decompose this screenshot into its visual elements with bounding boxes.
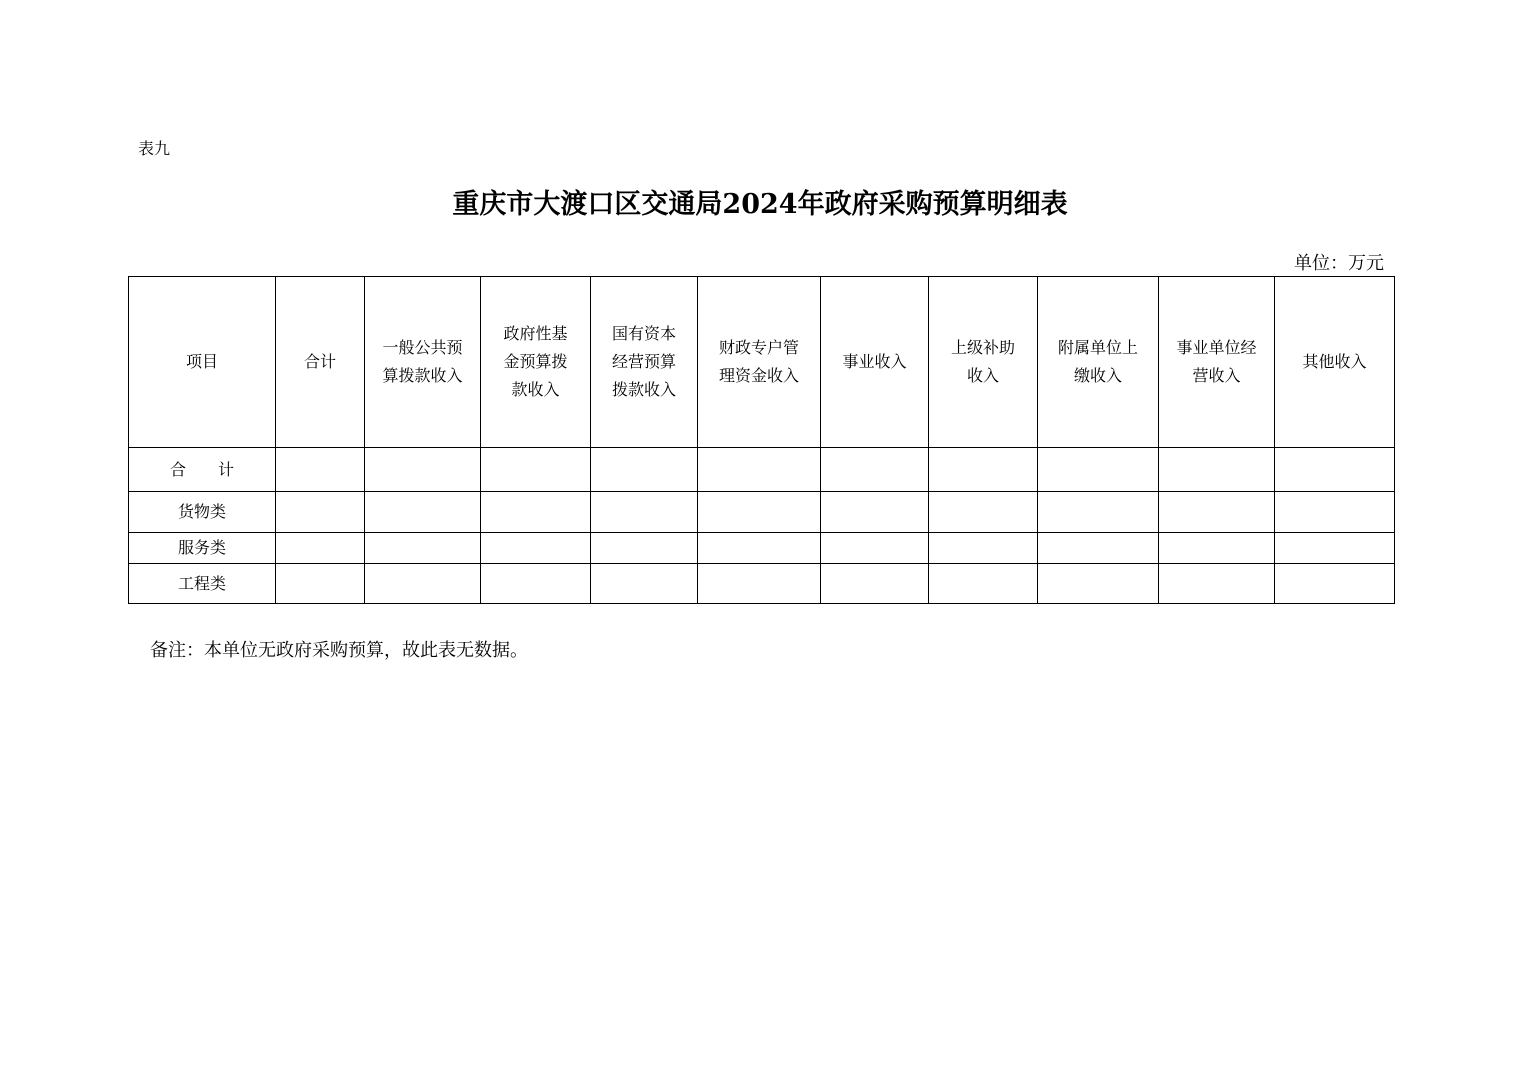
header-general-budget: 一般公共预算拨款收入 (365, 277, 481, 448)
header-row (129, 277, 1395, 448)
header-business-income: 事业收入 (821, 277, 929, 448)
row-label: 服务类 (129, 533, 276, 564)
table-label: 表九 (138, 139, 171, 158)
header-affiliated-unit: 附属单位上缴收入 (1038, 277, 1159, 448)
header-state-capital: 国有资本经营预算拨款收入 (591, 277, 698, 448)
table-row (129, 448, 1395, 492)
header-superior-subsidy: 上级补助收入 (929, 277, 1038, 448)
unit-label: 单位：万元 (1294, 253, 1384, 274)
row-label: 货物类 (129, 492, 276, 533)
header-operating-income: 事业单位经营收入 (1159, 277, 1275, 448)
footnote: 备注：本单位无政府采购预算，故此表无数据。 (150, 640, 528, 661)
header-other-income: 其他收入 (1275, 277, 1395, 448)
header-total: 合计 (276, 277, 365, 448)
header-gov-fund: 政府性基金预算拨款收入 (481, 277, 591, 448)
table-row (129, 564, 1395, 604)
row-label: 工程类 (129, 564, 276, 604)
header-project: 项目 (129, 277, 276, 448)
table-row (129, 533, 1395, 564)
page-title: 重庆市大渡口区交通局2024年政府采购预算明细表 (452, 189, 1068, 220)
header-special-account: 财政专户管理资金收入 (698, 277, 821, 448)
table-row (129, 492, 1395, 533)
procurement-budget-table (128, 276, 1395, 604)
row-label: 合 计 (129, 448, 276, 492)
